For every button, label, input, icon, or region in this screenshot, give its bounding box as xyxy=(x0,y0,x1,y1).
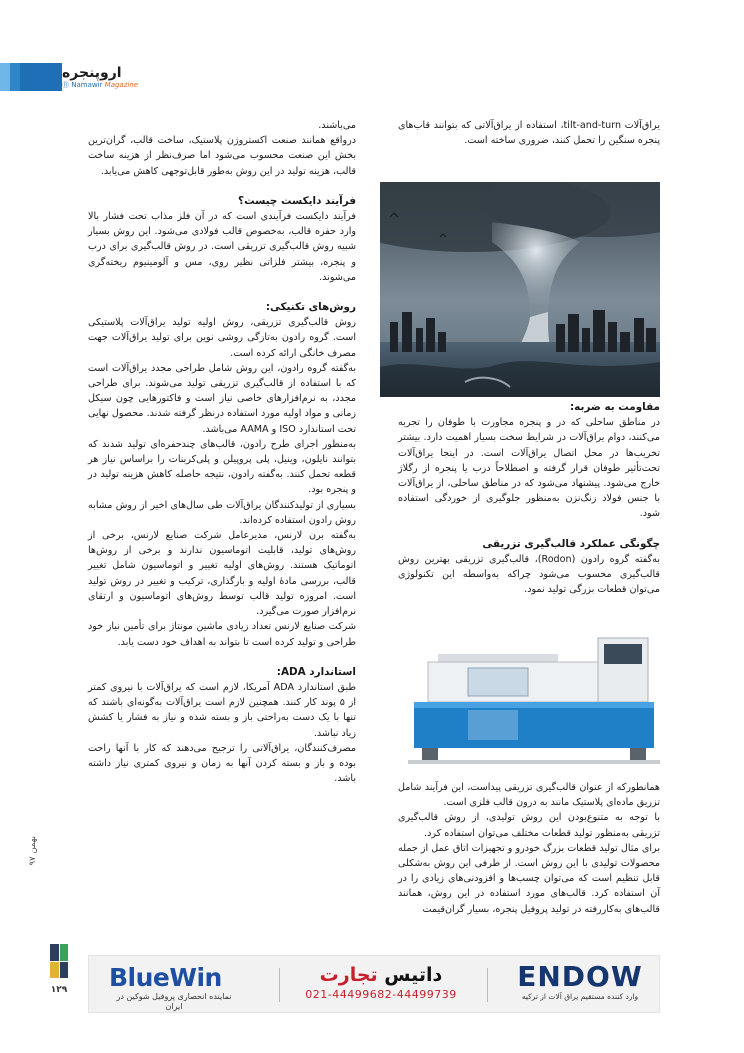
right-column-middle xyxy=(398,400,660,597)
endow-tagline: وارد کننده مستقیم یراق آلات از ترکیه xyxy=(521,992,639,1001)
ad-endow[interactable] xyxy=(509,962,651,1008)
logo-text: اروپنجره xyxy=(62,65,122,81)
color-tile xyxy=(60,944,69,961)
diecast-body: فرآیند دایکست فرآیندی است که در آن فلز مذاب تحت فشار بالا وارد حفره قالب، به‌خصوص قالب فولادی می‌شود. این روش بسیار شبیه روش قالب‌گیری تزریقی است. در روش قالب‌گیری برای درب و پنجره، بیشتر فلزاتی نظیر روی، مس و آلومینیوم ریخته‌گری می‌شوند. xyxy=(88,211,356,283)
diecast-heading: فرآیند دایکست چیست؟ xyxy=(238,194,356,207)
bluewin-name-part2: Win xyxy=(169,963,222,992)
ad-bluewin[interactable] xyxy=(109,963,259,1011)
technical-p4: بسیاری از تولیدکنندگان یراق‌آلات طی سال‌های اخیر از روش مشابه روش رادون استفاده کرده‌اند. xyxy=(88,499,356,526)
section-gap xyxy=(88,285,356,300)
logo-subtitle xyxy=(62,81,182,90)
intro-paragraph: یراق‌آلات tilt-and-turn، استفاده از یراق‌آلاتی که بتوانند قاب‌های پنجره سنگین را تحمل کنند، ضروری ساخته است. xyxy=(398,120,660,147)
injection-body: به‌گفته گروه رادون (Rodon)، قالب‌گیری تزریقی بهترین روش قالب‌گیری محسوب می‌شود چراکه به‌واسطه این تکنولوژی می‌توان قطعات بزرگی تولید نمود. xyxy=(398,553,660,596)
page-number: ۱۲۹ xyxy=(50,985,68,995)
technical-heading: روش‌های تکنیکی: xyxy=(265,301,356,314)
color-tile xyxy=(50,962,59,979)
injection-machine-image xyxy=(408,632,660,774)
right-bottom-p3: برای مثال تولید قطعات بزرگ خودرو و تجهیزات اتاق عمل از جمله محصولات تولیدی با این روش است. از طرفی این روش به‌شکلی قابل تنظیم است که می‌توان چسب‌ها و افزودنی‌های زیادی را در آن استفاده کرد. قالب‌های مورد استفاده در این روش، همانند قالب‌های به‌کاررفته در تولید پروفیل پنجره، بسیار گران‌قیمت xyxy=(398,842,660,915)
left-top-p1: می‌باشند. xyxy=(318,120,356,131)
ada-p2: مصرف‌کنندگان، یراق‌آلاتی را ترجیح می‌دهند که کار با آنها راحت بوده و باز و بسته کردن آنها به زمان و نیروی کمتری نیاز داشته باشد. xyxy=(88,742,356,785)
header-color-bar xyxy=(0,63,62,91)
bluewin-tagline: نماینده انحصاری پروفیل شوکین در ایران xyxy=(116,992,232,1011)
resistance-body: در مناطق ساحلی که در و پنجره مجاورت با طوفان را تجربه می‌کنند، دوام یراق‌آلات در شرایط سخت بسیار اهمیت دارد. بیشتر تخریب‌ها در محل اتصال یراق‌آلات است. در اینجا یراق‌آلات تحت‌تأثیر طوفان قرار گرفته و اصطلاحاً درب یا پنجره از رگلاژ خارج می‌شود. پیشنهاد می‌شود که در مناطق ساحلی، از یراق‌آلات با جنس فولاد زنگ‌نزن به‌منظور جلوگیری از خوردگی استفاده شود. xyxy=(398,417,660,520)
left-column xyxy=(88,118,356,786)
endow-logo: ENDOW xyxy=(517,960,643,993)
tornado-city-image xyxy=(380,182,660,397)
ada-heading: استاندارد ADA: xyxy=(276,665,356,678)
color-tile xyxy=(50,944,59,961)
technical-p5: به‌گفته برن لارنس، مدیرعامل شرکت صنایع لارنس، برخی از روش‌های تولید، قابلیت اتوماسیون ندارند و برخی از روش‌ها اتوماتیک هستند. روش‌های اولیه تغییر و اتوماسیون شامل تغییر قالب، بررسی مادهٔ اولیه و بارگذاری، ترکیب و تغییر در روش تولید است. امروزه تولید قالب توسط روش‌های اتوماسیون و ارتقای نرم‌افزار صورت می‌گیرد. xyxy=(88,530,356,618)
right-bottom-p1: همانطورکه از عنوان قالب‌گیری تزریقی پیداست، این فرآیند شامل تزریق ماده‌ای پلاستیک مانند به درون قالب فلزی است. xyxy=(398,782,660,809)
page-color-block xyxy=(50,944,68,978)
bluewin-logo xyxy=(109,964,259,992)
ad-divider xyxy=(487,968,488,1002)
right-bottom-p2: با توجه به متنوع‌بودن این روش تولیدی، از روش قالب‌گیری تزریقی به‌منظور تولید قطعات مختلف می‌توان استفاده کرد. xyxy=(398,812,660,839)
technical-p1: روش قالب‌گیری تزریقی، روش اولیه تولید یراق‌آلات پلاستیکی است. گروه رادون به‌تازگی روشی نوین برای تولید یراق‌آلات جهت مصرف خانگی ارائه کرده است. xyxy=(88,317,356,359)
logo-sub-left: Ⓡ Namawir xyxy=(62,81,103,89)
right-column-bottom xyxy=(398,780,660,917)
datis-name-part2: تجارت xyxy=(319,964,378,986)
bluewin-name-part1: Blue xyxy=(109,963,170,992)
resistance-heading: مقاومت به ضربه: xyxy=(569,401,660,413)
ad-divider xyxy=(279,968,280,1002)
section-gap xyxy=(88,179,356,194)
datis-name-part1: داتیس xyxy=(384,964,443,986)
issue-label: بهمن ۹۷ xyxy=(28,836,38,866)
technical-p2: به‌گفته گروه رادون، این روش شامل طراحی مجدد یراق‌آلات است که با استفاده از قالب‌گیری تزریقی تولید می‌شوند. برای طراحی مجدد، به نرم‌افزارهای خاصی نیاز است و فاکتورهایی چون سیکل زمانی و مواد اولیه مورد استفاده درنظر گرفته شدند. محصول نهایی تحت استاندارد ISO و AAMA می‌باشد. xyxy=(88,362,356,435)
logo-sub-right: Magazine xyxy=(104,81,139,89)
section-gap xyxy=(88,650,356,665)
ad-datis-tejarat[interactable] xyxy=(301,962,461,1008)
color-tile xyxy=(60,962,69,979)
technical-p6: شرکت صنایع لارنس تعداد زیادی ماشین مونتاژ برای تأمین نیاز خود طراحی و تولید کرده است تا بتواند به اهداف خود دست یابد. xyxy=(88,621,356,648)
left-top-p2: درواقع همانند صنعت اکستروژن پلاستیک، ساخت قالب، گران‌ترین بخش این صنعت محسوب می‌شود اما صرف‌نظر از هزینه ساخت قالب، هزینه تولید در این روش به‌طور قابل‌توجهی کاهش می‌یابد. xyxy=(88,135,356,177)
injection-heading: چگونگی عملکرد قالب‌گیری تزریقی xyxy=(482,537,660,550)
technical-p3: به‌منظور اجرای طرح رادون، قالب‌های چندحفره‌ای تولید شدند که بتوانند نایلون، وینیل، پلی پروپیلن و پلی‌کربنات را براساس نیاز هر قطعه تحمل کنند. به‌گفته رادون، نتیجه حاصله کاهش هزینه تولید در و پنجره بود. xyxy=(88,438,356,496)
advertisement-bar xyxy=(88,955,660,1013)
right-column-intro xyxy=(398,118,660,148)
ada-p1: طبق استاندارد ADA آمریکا، لازم است که یراق‌آلات با نیروی کمتر از ۵ پوند کار کنند. همچنین لازم است یراق‌آلات به‌گونه‌ای باشند که تنها با یک دست به‌راحتی باز و بسته شده و نیاز به فشار یا کشش زیاد نباشد. xyxy=(88,681,357,739)
datis-logo xyxy=(301,962,461,988)
datis-phone: 021-44499682-44499739 xyxy=(305,988,457,1001)
section-gap xyxy=(398,522,660,537)
magazine-logo[interactable] xyxy=(62,66,182,92)
